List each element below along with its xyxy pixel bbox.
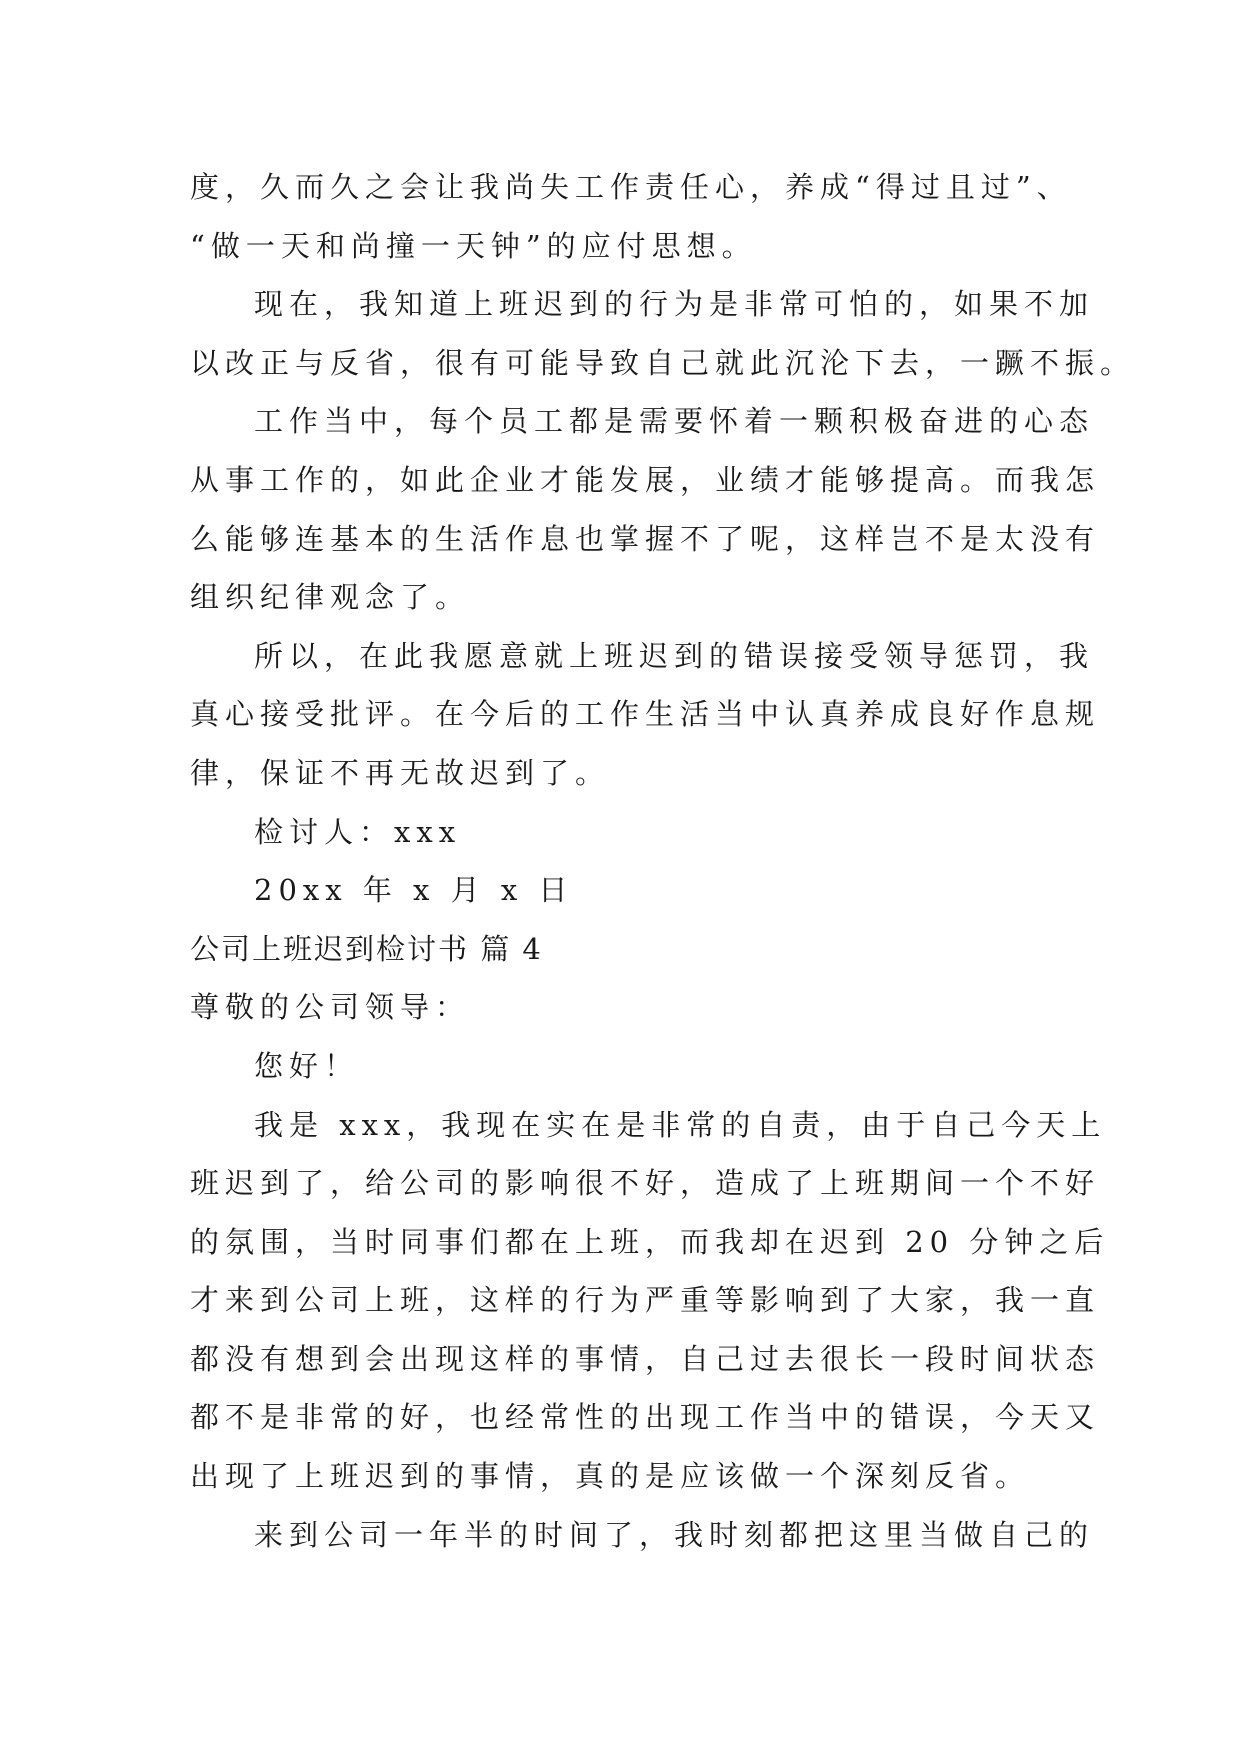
text-line: 我是 xxx，我现在实在是非常的自责，由于自己今天上 (254, 1107, 1107, 1142)
text-line: 出现了上班迟到的事情，真的是应该做一个深刻反省。 (190, 1459, 1031, 1494)
text-line: 律，保证不再无故迟到了。 (190, 755, 611, 790)
text-line: 工作当中，每个员工都是需要怀着一颗积极奋进的心态 (254, 404, 1095, 439)
text-line: 检讨人：xxx (254, 814, 462, 849)
document-body (190, 158, 1136, 1564)
text-line: 从事工作的，如此企业才能发展，业绩才能够提高。而我怎 (190, 462, 1101, 497)
text-line: 都没有想到会出现这样的事情，自己过去很长一段时间状态 (190, 1341, 1101, 1376)
text-line: 尊敬的公司领导： (190, 990, 471, 1025)
text-line: 现在，我知道上班迟到的行为是非常可怕的，如果不加 (254, 287, 1095, 322)
text-line: 的氛围，当时同事们都在上班，而我却在迟到 20 分钟之后 (190, 1224, 1110, 1259)
text-line: 才来到公司上班，这样的行为严重等影响到了大家，我一直 (190, 1283, 1101, 1318)
text-line: 所以，在此我愿意就上班迟到的错误接受领导惩罚，我 (254, 638, 1095, 673)
text-line: 20xx 年 x 月 x 日 (254, 873, 574, 908)
text-line: “做一天和尚撞一天钟”的应付思想。 (190, 228, 757, 263)
text-line: 来到公司一年半的时间了，我时刻都把这里当做自己的 (254, 1517, 1095, 1552)
section-heading: 公司上班迟到检讨书 篇 4 (190, 931, 543, 966)
text-line: 您好！ (254, 1048, 360, 1083)
document-page (190, 158, 1136, 1564)
text-line: 么能够连基本的生活作息也掌握不了呢，这样岂不是太没有 (190, 521, 1101, 556)
text-line: 组织纪律观念了。 (190, 580, 471, 615)
text-line: 以改正与反省，很有可能导致自己就此沉沦下去，一蹶不振。 (190, 345, 1136, 380)
text-line: 都不是非常的好，也经常性的出现工作当中的错误，今天又 (190, 1400, 1101, 1435)
text-line: 班迟到了，给公司的影响很不好，造成了上班期间一个不好 (190, 1166, 1101, 1201)
text-line: 真心接受批评。在今后的工作生活当中认真养成良好作息规 (190, 697, 1101, 732)
text-line: 度，久而久之会让我尚失工作责任心，养成“得过且过”、 (190, 170, 1072, 204)
